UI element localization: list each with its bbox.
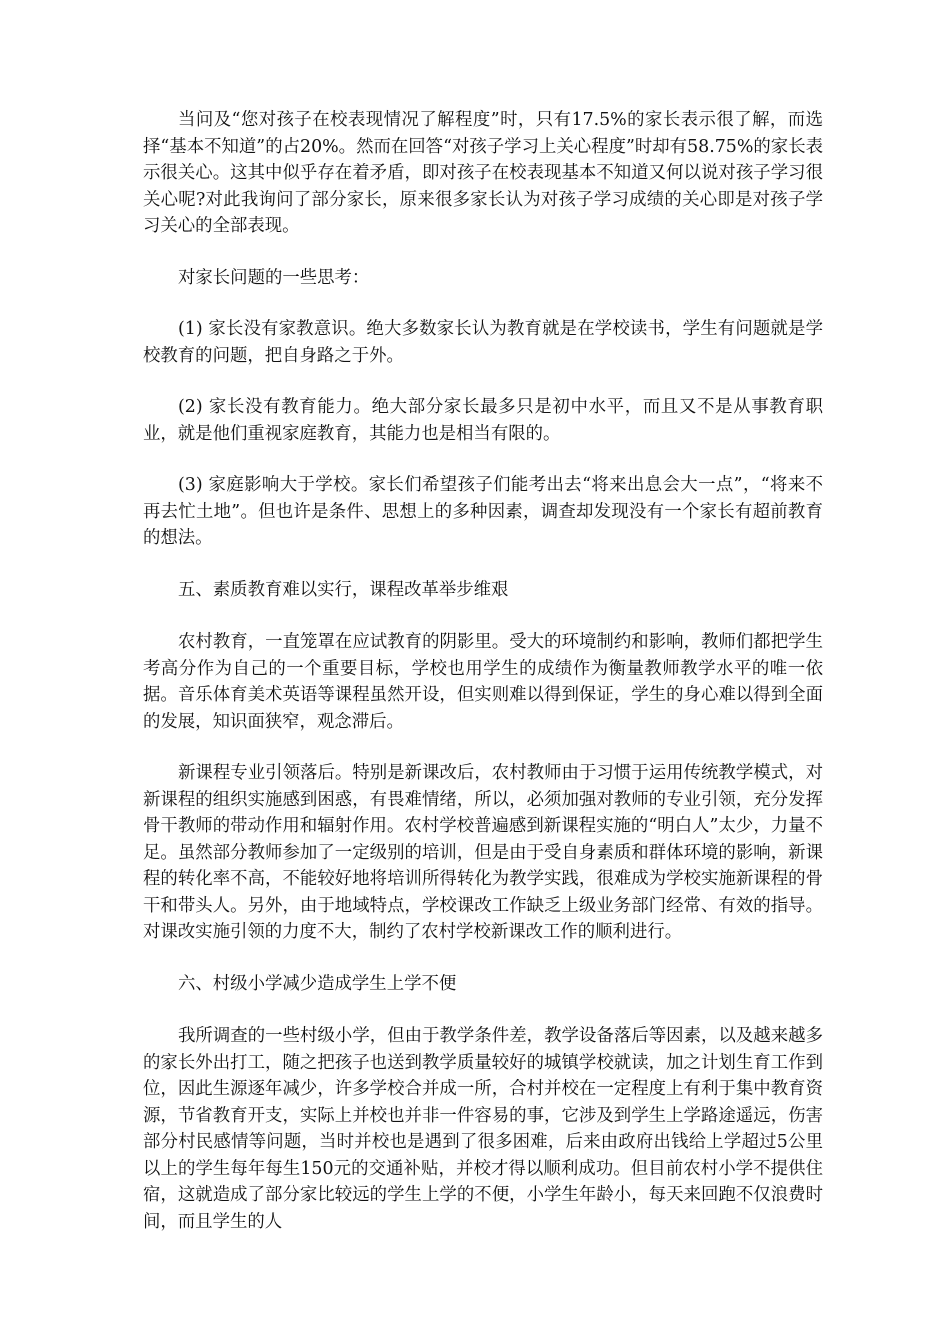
- paragraph-point-2: (2) 家长没有教育能力。绝大部分家长最多只是初中水平，而且又不是从事教育职业，就是他们重视家庭教育，其能力也是相当有限的。: [143, 397, 823, 444]
- paragraph-village-schools: 我所调查的一些村级小学，但由于教学条件差，教学设备落后等因素，以及越来越多的家长外出打工，随之把孩子也送到教学质量较好的城镇学校就读，加之计划生育工作到位，因此生源逐年减少，许多学校合并成一所，合村并校在一定程度上有利于集中教育资源，节省教育开支，实际上并校也并非一件容易的事，它涉及到学生上学路途遥远，伤害部分村民感情等问题，当时并校也是遇到了很多困难，后来由政府出钱给上学超过5公里以上的学生每年每生150元的交通补贴，并校才得以顺利成功。但目前农村小学不提供住宿，这就造成了部分家比较远的学生上学的不便，小学生年龄小，每天来回跑不仅浪费时间，而且学生的人: [143, 1026, 823, 1232]
- section-heading-6: 六、村级小学减少造成学生上学不便: [178, 973, 457, 994]
- paragraph-parent-awareness-survey: 当问及“您对孩子在校表现情况了解程度”时，只有17.5%的家长表示很了解，而选择“基本不知道”的占20%。然而在回答“对孩子学习上关心程度”时却有58.75%的家长表示很关心。这其中似乎存在着矛盾，即对孩子在校表现基本不知道又何以说对孩子学习很关心呢?对此我询问了部分家长，原来很多家长认为对孩子学习成绩的关心即是对孩子学习关心的全部表现。: [143, 110, 823, 236]
- section-heading-5: 五、素质教育难以实行，课程改革举步维艰: [178, 579, 509, 600]
- paragraph-exam-oriented-education: 农村教育，一直笼罩在应试教育的阴影里。受大的环境制约和影响，教师们都把学生考高分作为自己的一个重要目标，学校也用学生的成绩作为衡量教师教学水平的唯一依据。音乐体育美术英语等课程虽然开设，但实则难以得到保证，学生的身心难以得到全面的发展，知识面狭窄，观念滞后。: [143, 632, 823, 732]
- paragraph-new-curriculum: 新课程专业引领落后。特别是新课改后，农村教师由于习惯于运用传统教学模式，对新课程的组织实施感到困惑，有畏难情绪，所以，必须加强对教师的专业引领，充分发挥骨干教师的带动作用和辐射作用。农村学校普遍感到新课程实施的“明白人”太少，力量不足。虽然部分教师参加了一定级别的培训，但是由于受自身素质和群体环境的影响，新课程的转化率不高，不能较好地将培训所得转化为教学实践，很难成为学校实施新课程的骨干和带头人。另外，由于地域特点，学校课改工作缺乏上级业务部门经常、有效的指导。对课改实施引领的力度不大，制约了农村学校新课改工作的顺利进行。: [143, 763, 823, 942]
- paragraph-point-3: (3) 家庭影响大于学校。家长们希望孩子们能考出去“将来出息会大一点”，“将来不再去忙土地”。但也许是条件、思想上的多种因素，调查却发现没有一个家长有超前教育的想法。: [143, 475, 823, 548]
- paragraph-point-1: (1) 家长没有家教意识。绝大多数家长认为教育就是在学校读书，学生有问题就是学校教育的问题，把自身路之于外。: [143, 319, 823, 366]
- document-page: [143, 107, 823, 1260]
- paragraph-reflection-intro: 对家长问题的一些思考：: [178, 267, 370, 288]
